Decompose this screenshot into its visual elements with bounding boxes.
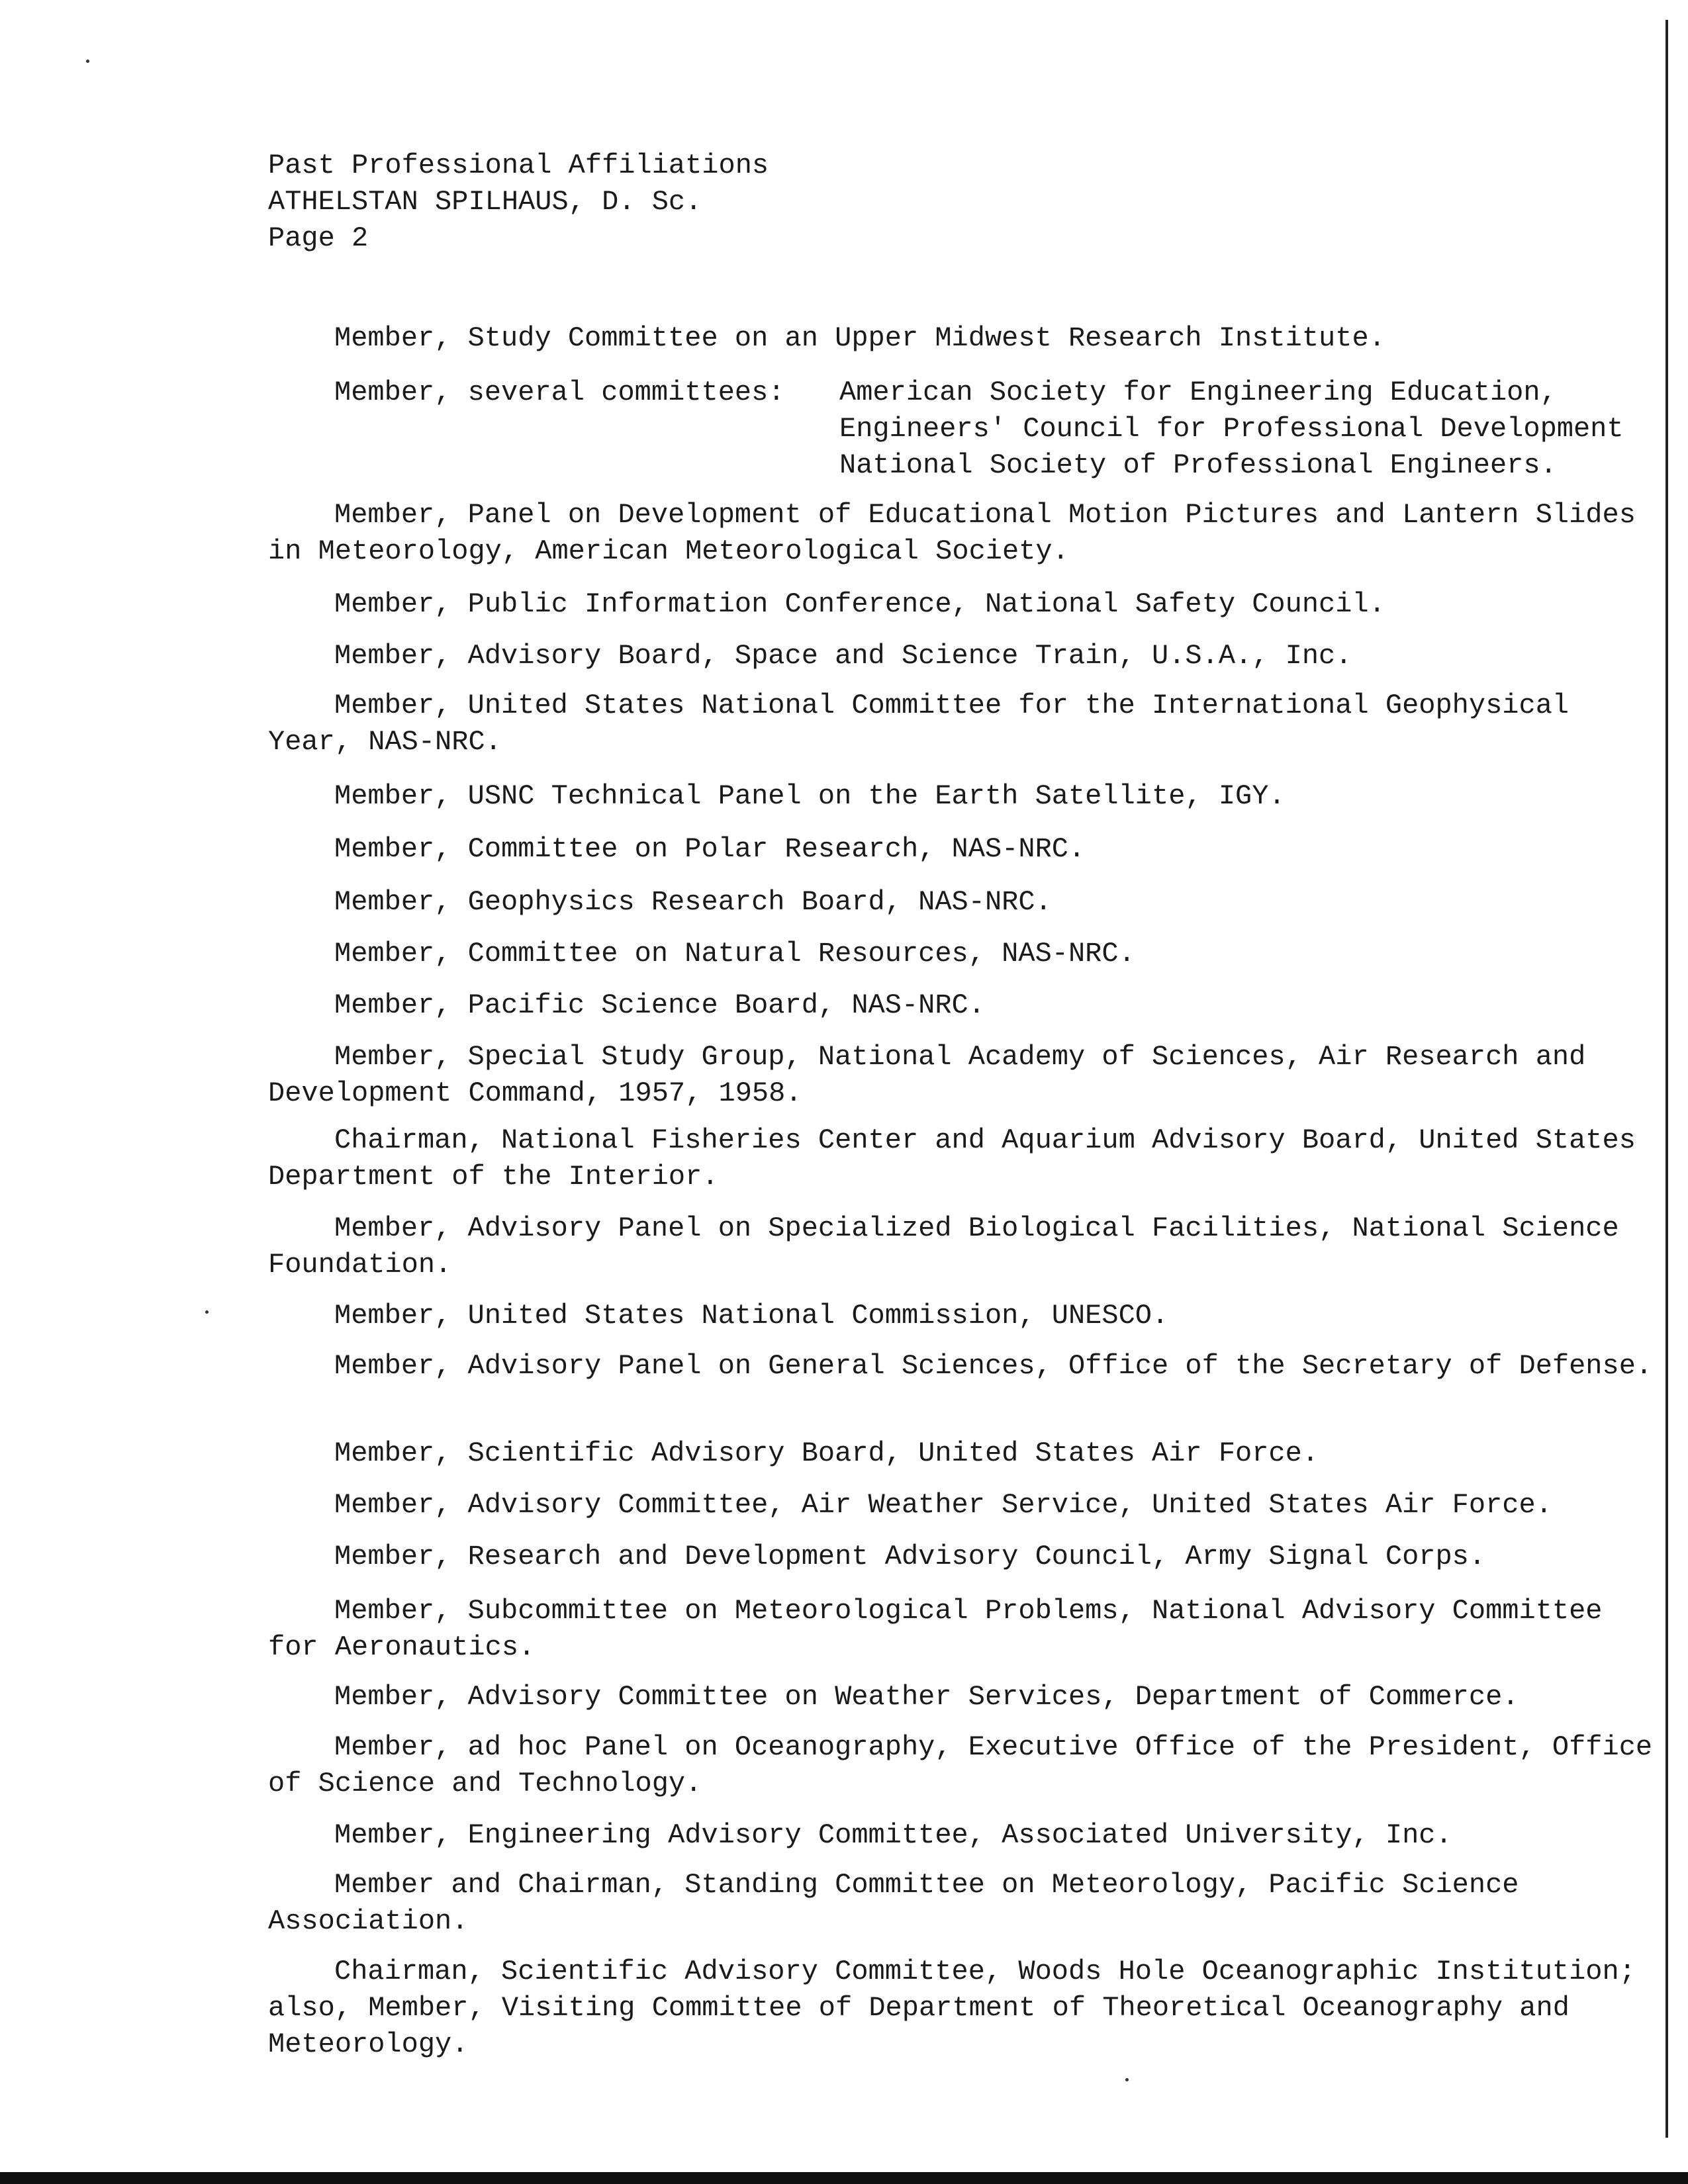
affiliation-entry: Member, Special Study Group, National Academy of Sciences, Air Research and Development Command, 1957, 1958. xyxy=(268,1041,1586,1109)
affiliation-entry: Member, Advisory Board, Space and Science Train, U.S.A., Inc. xyxy=(334,640,1352,672)
header-title: Past Professional Affiliations xyxy=(268,150,769,181)
affiliation-entry: Member, Public Information Conference, National Safety Council. xyxy=(334,588,1385,620)
scan-edge-line xyxy=(1665,20,1668,2138)
scan-bottom-border xyxy=(0,2172,1688,2184)
header-page: Page 2 xyxy=(268,222,369,254)
affiliation-entry-several-committees xyxy=(334,375,1624,484)
affiliation-entry: Chairman, National Fisheries Center and Aquarium Advisory Board, United States Department of the Interior. xyxy=(268,1124,1636,1193)
several-committees-list xyxy=(839,375,1624,484)
affiliation-entry: Member, Panel on Development of Educational Motion Pictures and Lantern Slides in Meteorology, American Meteorological Society. xyxy=(268,499,1636,567)
header-name: ATHELSTAN SPILHAUS, D. Sc. xyxy=(268,186,702,218)
committee-item: American Society for Engineering Education, xyxy=(839,377,1557,408)
affiliation-entry: Chairman, Scientific Advisory Committee, Woods Hole Oceanographic Institution; also, Member, Visiting Committee of Department of Theoretical Oceanography and Meteorology. xyxy=(268,1956,1636,2060)
several-committees-lead: Member, several committees: xyxy=(334,377,785,408)
affiliation-entry: Member, Engineering Advisory Committee, Associated University, Inc. xyxy=(334,1819,1452,1851)
committee-item: Engineers' Council for Professional Development xyxy=(839,413,1624,445)
affiliation-entry: Member and Chairman, Standing Committee on Meteorology, Pacific Science Association. xyxy=(268,1869,1519,1937)
affiliation-entry: Member, Advisory Committee on Weather Services, Department of Commerce. xyxy=(334,1681,1519,1713)
affiliation-entry: Member, Subcommittee on Meteorological Problems, National Advisory Committee for Aeronautics. xyxy=(268,1595,1603,1663)
affiliation-entry: Member, Scientific Advisory Board, United States Air Force. xyxy=(334,1437,1319,1469)
affiliation-entry: Member, USNC Technical Panel on the Earth Satellite, IGY. xyxy=(334,780,1286,812)
affiliation-entry: Member, Study Committee on an Upper Midwest Research Institute. xyxy=(334,322,1385,354)
scan-speck xyxy=(86,60,89,63)
committee-item: National Society of Professional Engineers. xyxy=(839,449,1557,481)
affiliation-entry: Member, Advisory Panel on Specialized Biological Facilities, National Science Foundation. xyxy=(268,1212,1619,1281)
document-header xyxy=(268,148,769,257)
affiliation-entry: Member, Advisory Panel on General Sciences, Office of the Secretary of Defense. xyxy=(334,1350,1653,1382)
affiliation-entry: Member, United States National Commission, UNESCO. xyxy=(334,1300,1169,1332)
affiliation-entry: Member, Research and Development Advisory Council, Army Signal Corps. xyxy=(334,1541,1486,1572)
scan-speck xyxy=(205,1310,209,1314)
affiliation-entry: Member, United States National Committee for the International Geophysical Year, NAS-NRC. xyxy=(268,690,1570,758)
affiliation-entry: Member, Committee on Polar Research, NAS-NRC. xyxy=(334,833,1086,865)
affiliation-entry: Member, Committee on Natural Resources, NAS-NRC. xyxy=(334,938,1135,970)
affiliation-entry: Member, Pacific Science Board, NAS-NRC. xyxy=(334,989,985,1021)
affiliation-entry: Member, Geophysics Research Board, NAS-NRC. xyxy=(334,886,1052,918)
scan-speck xyxy=(1125,2078,1129,2081)
affiliation-entry: Member, ad hoc Panel on Oceanography, Executive Office of the President, Office of Science and Technology. xyxy=(268,1731,1653,1799)
affiliation-entry: Member, Advisory Committee, Air Weather Service, United States Air Force. xyxy=(334,1489,1552,1521)
